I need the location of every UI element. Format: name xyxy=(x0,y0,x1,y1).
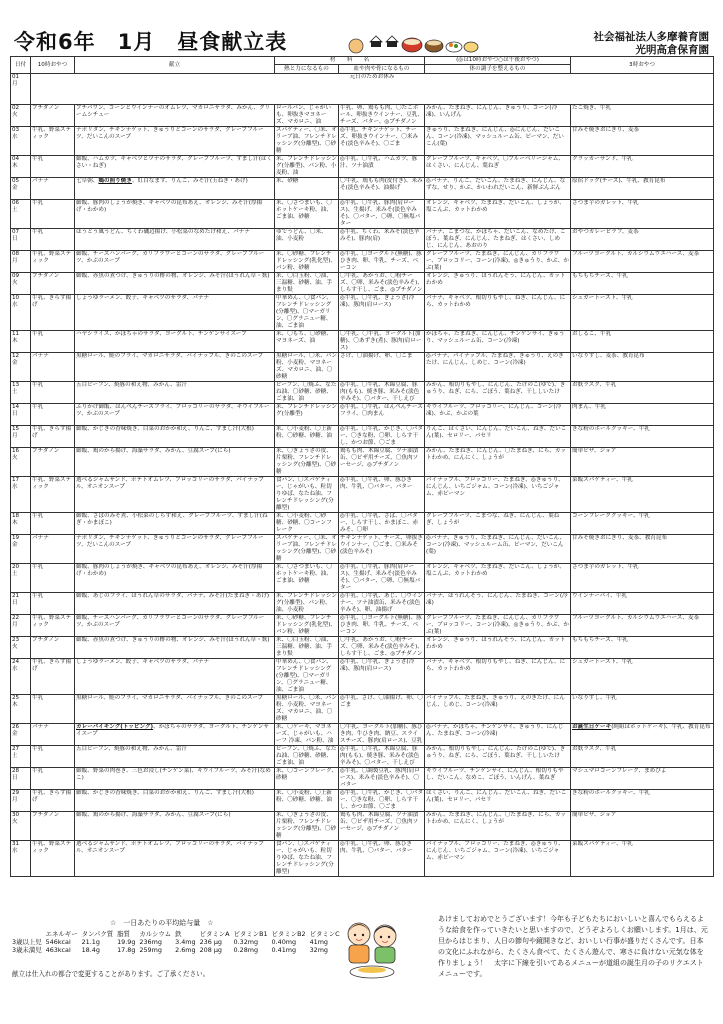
row-menu: 御飯、野菜の肉巻き、三色お浸し(チンゲン菜)、キウイフルーツ、みそ汁(なめこ) xyxy=(75,768,275,790)
row-blood: 〇牛乳、鶏もも肉(皮付き)、米みそ(淡色辛みそ)、油揚げ xyxy=(339,178,425,200)
row-energy: ビーフン、〇焼ふ、なたね油、〇砂糖、砂糖、ごま油、油 xyxy=(275,746,339,768)
row-date: 30 火 xyxy=(11,812,31,841)
row-pm: クラッカーサンド、牛乳 xyxy=(571,156,714,178)
row-am: 牛乳、きらず揚げ xyxy=(31,426,75,448)
col-pm-snack: 3時おやつ xyxy=(571,57,714,74)
row-am: 牛乳 xyxy=(31,513,75,535)
row-pm: 原宿ドッグ(チーズ)、牛乳、教育昆布 xyxy=(571,178,714,200)
nutrition-row xyxy=(12,930,344,938)
row-date: 22 月 xyxy=(11,615,31,637)
row-energy: 米、フレンチドレッシング(分離型)、パン粉、小麦粉、油 xyxy=(276,156,337,176)
nutrition-cell: 463kcal xyxy=(45,946,71,954)
row-menu: ナポリタン、チキンナゲット、きゅうりとコーンのサラダ、グレープフルーツ、だいこんのスープ xyxy=(75,535,275,564)
nutrition-cell: 41mg xyxy=(309,938,328,946)
row-menu: ナポリタン、チキンナゲット、きゅうりとコーンのサラダ、グレープフルーツ、だいこんのスープ xyxy=(75,127,275,156)
menu-row xyxy=(11,746,714,768)
row-pm: もちもちチーズ、牛乳 xyxy=(571,637,714,659)
row-am: 牛乳 xyxy=(31,593,75,615)
row-menu: 御飯、チーズハンバーグ、カリフラワーとコーンのサラダ、グレープフルーツ、かぶのスープ xyxy=(75,251,275,273)
page-header xyxy=(0,0,723,58)
row-am: 牛乳 xyxy=(31,229,75,251)
row-pm: 簡単ピザ、ジョア xyxy=(571,448,714,477)
row-menu: 御飯、鶏のから揚げ、海藻サラダ、みかん、豆腐スープ(にら) xyxy=(75,448,275,477)
row-energy: 米、〇白玉粉、〇油、三温糖、砂糖、油、手まり麩 xyxy=(275,273,339,295)
row-energy: 米、〇さつまいも、〇ホットケーキ粉、油、ごま油、砂糖 xyxy=(275,564,339,593)
row-date: 28 日 xyxy=(11,768,31,790)
row-date: 14 日 xyxy=(11,404,31,426)
row-blood: ◎牛乳、〇牛乳、ぎょうざ(冷凍)、豚肉(肩ロース) xyxy=(339,295,425,331)
menu-row xyxy=(11,535,714,564)
row-menu: ほうとう風うどん、ちくわ磯辺揚げ、小松菜のなめたけ和え、バナナ xyxy=(75,229,275,251)
menu-row xyxy=(11,768,714,790)
row-body: グレープフルーツ、たまねぎ、にんじん、カリフラワー、ブロッコリー、コーン(冷凍)、◎きゅうり、かぶ、かぶ(葉) xyxy=(426,615,569,635)
nutrition-cell: エネルギー xyxy=(45,930,78,938)
nutrition-cell: 32mg xyxy=(309,946,328,954)
row-am: 牛乳、野菜スティック xyxy=(31,251,75,273)
row-energy: 米、〇小麦粉、〇上新粉、〇砂糖、砂糖、油 xyxy=(275,790,339,812)
row-body: きゅうり、たまねぎ、にんじん、◎にんじん、だいこん、コーン(冷凍)、マッシュルーム缶、ピーマン、だいこん(葉) xyxy=(425,127,571,156)
row-body: はくさい、りんご、にんじん、だいこん、ねぎ、だいこん(葉)、セロリー、パセリ xyxy=(425,790,571,812)
row-energy: 米、〇ぎょうざの皮、片栗粉、フレンチドレッシング(分離型)、〇砂糖 xyxy=(275,812,339,841)
row-date: 15 月 xyxy=(11,426,31,448)
nutrition-cell: 17.8g xyxy=(117,946,136,954)
col-ingredients: 材 料 名 xyxy=(275,57,425,65)
row-date: 20 土 xyxy=(11,564,31,593)
col-menu: 献立 xyxy=(75,57,275,74)
row-blood: ◎牛乳、〇牛乳、かじき、〇バター、〇きな粉、〇卵、しらす干し、かつお節、〇ごま xyxy=(340,426,423,446)
row-blood: ◎牛乳、〇牛乳、ぎょうざ(冷凍)、豚肉(肩ロース) xyxy=(339,659,425,695)
row-date: 13 土 xyxy=(11,382,31,404)
row-blood: ◎牛乳、〇牛乳、さば、〇バター、しらす干し、かまぼこ、赤みそ、〇卵 xyxy=(339,513,425,535)
row-blood: ◎牛乳、〇ヨーグルト(無糖)、豚ひき肉、卵、牛乳、チーズ、ベーコン xyxy=(339,251,425,273)
row-pm: さつま芋のガレット、牛乳 xyxy=(571,564,714,593)
row-pm: 甘みそ焼きおにぎり、麦茶 xyxy=(571,127,714,156)
row-pm: 甘みそ焼きおにぎり、麦茶、教育昆布 xyxy=(571,535,714,564)
row-pm: 簡単ピザ、ジョア xyxy=(571,812,714,841)
row-body: キウイフルーツ、ブロッコリー、にんじん、コーン(冷凍)、かぶ、かぶの葉 xyxy=(425,404,571,426)
menu-row xyxy=(11,659,714,695)
row-date: 03 水 xyxy=(11,127,31,156)
row-body: ◎バナナ、パイナップル、たまねぎ、きゅうり、えのきたけ、にんじん、しめじ、コーン(冷凍) xyxy=(425,353,571,382)
row-blood: ◎牛乳、〇牛乳、卵、豚ひき肉、牛乳、〇バター、バター xyxy=(339,841,425,877)
col-date: 日付 xyxy=(11,57,31,74)
menu-row xyxy=(11,448,714,477)
row-am: バナナ xyxy=(31,724,75,746)
menu-row xyxy=(11,156,714,178)
row-am: 牛乳 xyxy=(31,768,75,790)
row-blood: 〇牛乳、あかうお、〇粉チーズ、〇卵、米みそ(淡色辛みそ)、しらす干し、ごま、◎プチダノン xyxy=(340,273,423,293)
row-pm: さつま芋のガレット、牛乳 xyxy=(571,200,714,229)
row-pm: きな粉のボールクッキー、牛乳 xyxy=(571,790,714,812)
row-menu: 黒糖ロール、鮭のフライ、マカロニサラダ、パイナップル、きのこのスープ xyxy=(75,353,275,382)
row-menu: プチパワン、コーンとウインナーのオムレツ、マカロニサラダ、みかん、クリームシチュー xyxy=(75,105,275,127)
row-body: みかん、根切りもやし、にんじん、たけのこ(ゆで)、きゅうり、ねぎ、にら、ごぼう、葉ねぎ、干ししいたけ xyxy=(425,746,571,768)
row-date: 09 火 xyxy=(11,273,31,295)
table-header-row xyxy=(11,57,714,65)
row-am: バナナ xyxy=(31,178,75,200)
row-body: みかん、たまねぎ、にんじん、きゅうり、コーン(冷凍)、いんげん xyxy=(425,105,571,127)
row-energy: 食パン、〇スパゲティー、じゃがいも、粒切りゆば、なたね油、フレンチドレッシング(分離型) xyxy=(275,477,339,513)
row-menu: 五目ビーフン、焼豚の和え物、みかん、雷汁 xyxy=(75,382,275,404)
nutrition-cell: 0.32mg xyxy=(233,938,259,946)
col-group-energy: 熱と力になるもの xyxy=(275,65,339,74)
menu-row xyxy=(11,127,714,156)
page-title: 令和6年 1月 昼食献立表 xyxy=(14,30,288,54)
nutrition-cell: 208 μg xyxy=(199,946,222,954)
row-menu: 御飯、あじのフライ、ほうれん草のサラダ、バナナ、みそ汁(たまねぎ・あげ) xyxy=(75,593,275,615)
row-menu: しょうゆラーメン、餃子、キャベツのサラダ、バナナ xyxy=(75,295,275,331)
row-pm: いなりずし、牛乳 xyxy=(571,695,714,724)
row-am: プチダノン xyxy=(31,812,75,841)
row-body: グレープフルーツ、たまねぎ、にんじん、カリフラワー、ブロッコリー、コーン(冷凍)、◎きゅうり、かぶ、かぶ(葉) xyxy=(426,251,569,271)
row-blood: 鶏もも肉、木綿豆腐、ツナ油漬缶、〇ピザ用チーズ、〇魚肉ソーセージ、◎プチダノン xyxy=(339,812,425,841)
row-pm: お誕生日ケーキ(純組はホットケーキ)、牛乳、教育昆布 xyxy=(571,724,714,746)
menu-row xyxy=(11,564,714,593)
row-date: 29 月 xyxy=(11,790,31,812)
row-date: 27 土 xyxy=(11,746,31,768)
row-body: オレンジ、きゅうり、ほうれんそう、にんじん、カットわかめ xyxy=(425,637,571,659)
row-menu: 黒糖ロール、鮭のフライ、マカロニサラダ、パイナップル、きのこのスープ xyxy=(75,695,275,724)
row-energy: 米、〇砂糖、フレンチドレッシング(乳化型)、パン粉、砂糖 xyxy=(275,251,339,273)
row-body: オレンジ、きゅうり、ほうれんそう、にんじん、カットわかめ xyxy=(425,273,571,295)
nutrition-cell: 18.4g xyxy=(81,946,100,954)
menu-row xyxy=(11,229,714,251)
row-body: かぼちゃ、たまねぎ、にんじん、チンゲンサイ、きゅうり、マッシュルーム缶、コーン(冷凍) xyxy=(425,331,571,353)
row-date: 08 月 xyxy=(11,251,31,273)
row-am: 牛乳、野菜スティック xyxy=(31,477,75,513)
nutrition-cell: 脂質 xyxy=(117,930,130,938)
menu-row xyxy=(11,812,714,841)
row-menu: 御飯、豚肉のしょうが焼き、キャベツの昆布あえ、オレンジ、みそ汁(厚揚げ・わかめ) xyxy=(75,564,275,593)
row-energy: 米、〇ケーキ、マヨネーズ、じゃがいも、ハーフ 冷凍、パン粉、油 xyxy=(275,724,339,746)
row-menu: 御飯、赤魚の煮つけ、きゅうりの酢の物、オレンジ、みそ汁(ほうれん草・麩) xyxy=(75,273,275,295)
nutrition-cell: 2.6mg xyxy=(175,946,196,954)
nutrition-cell: 3歳未満児 xyxy=(12,946,42,954)
row-blood: 牛乳、卵、鶏もも肉、〇たこボール、卵抜きウインナー、豆乳、チーズ、バター、◎プチダノン xyxy=(340,105,423,125)
row-menu: 選べるジャムサンド、ポテトオムレツ、ブロッコリーのサラダ、パイナップル、オニオンスープ xyxy=(75,841,275,877)
row-am: バナナ xyxy=(31,535,75,564)
row-blood: チキンナゲット、チーズ、卵抜きウインナー、〇ごま、〇米みそ(淡色辛みそ) xyxy=(339,535,425,564)
row-blood: ◎牛乳、チキンナゲット、チーズ、卵抜きウインナー、〇米みそ(淡色辛みそ)、〇ごま xyxy=(339,127,425,156)
row-am: 牛乳 xyxy=(31,695,75,724)
row-am: 牛乳、きらず揚げ xyxy=(31,295,75,331)
row-menu: 御飯、チーズハンバーグ、カリフラワーとコーンのサラダ、グレープフルーツ、かぶのスープ xyxy=(75,615,275,637)
menu-row xyxy=(11,615,714,637)
row-blood: ◎牛乳、〇牛乳、かじき、〇バター、〇きな粉、〇卵、しらす干し、かつお節、〇ごま xyxy=(340,790,423,810)
row-menu: 御飯、ハムカツ、キャベツとツナのサラダ、グレープフルーツ、すまし汁(はくさい・ねぎ) xyxy=(75,156,275,178)
row-blood: ◎牛乳、〇牛乳、豚肉(肩ロース)、生揚げ、米みそ(淡色辛みそ)、〇バター、〇卵、〇無塩バター xyxy=(339,200,425,229)
row-pm: もちもちチーズ、牛乳 xyxy=(571,273,714,295)
row-am: 牛乳 xyxy=(31,331,75,353)
row-blood: ◎牛乳、〇牛乳、木綿豆腐、豚肉(もも)、焼き豚、米みそ(淡色辛みそ)、〇バター、干しえび xyxy=(339,382,425,404)
row-blood: 鶏もも肉、木綿豆腐、ツナ油漬缶、〇ピザ用チーズ、〇魚肉ソーセージ、◎プチダノン xyxy=(339,448,425,477)
row-body: グレープフルーツ、こまつな、ねぎ、にんじん、葉ねぎ、しょうが xyxy=(425,513,571,535)
menu-row xyxy=(11,295,714,331)
menu-row xyxy=(11,513,714,535)
row-am: 牛乳 xyxy=(31,404,75,426)
row-blood: さけ、〇油揚げ、卵、〇ごま xyxy=(339,353,425,382)
nutrition-cell: 21.1g xyxy=(81,938,100,946)
row-energy: ビーフン、〇焼ふ、なたね油、〇砂糖、砂糖、ごま油、油 xyxy=(275,382,339,404)
row-menu: 七草粥、鶏の照り焼き、紅白なます、りんご、みそ汁(玉ねぎ・あげ) xyxy=(75,178,275,200)
menu-row xyxy=(11,426,714,448)
row-body: オレンジ、キャベツ、たまねぎ、だいこん、しょうが、塩こんぶ、カットわかめ xyxy=(425,200,571,229)
row-menu: ふりかけ御飯、はんぺんチーズフライ、ブロッコリーのサラダ、キウイフルーツ、かぶのスープ xyxy=(75,404,275,426)
nutrition-cell: ビタミンA xyxy=(199,930,230,938)
food-illustration xyxy=(348,32,480,56)
change-note: 献立は仕入れの都合で変更することがあります。ご了承ください。 xyxy=(12,970,210,978)
row-date: 10 水 xyxy=(11,295,31,331)
row-energy: 米、砂糖 xyxy=(275,178,339,200)
menu-row xyxy=(11,724,714,746)
row-energy: 米、〇小麦粉、〇上新粉、〇砂糖、砂糖、油 xyxy=(275,426,339,448)
row-body: パイナップル、ブロッコリー、たまねぎ、◎きゅうり、にんじん、いちごジャム、コーン(冷凍)、いちごジャム、赤ピーマン xyxy=(425,477,571,513)
row-menu: 選べるジャムサンド、ポテトオムレツ、ブロッコリーのサラダ、パイナップル、オニオンスープ xyxy=(75,477,275,513)
row-body: パイナップル、たまねぎ、きゅうり、えのきたけ、にんじん、しめじ、コーン(冷凍) xyxy=(425,695,571,724)
row-date: 02 火 xyxy=(11,105,31,127)
nutrition-cell: 546kcal xyxy=(45,938,71,946)
row-blood: ◎牛乳、さけ、〇油揚げ、卵、〇ごま xyxy=(339,695,425,724)
nutrition-cell xyxy=(12,930,46,938)
row-pm: コーンフレーククッキー、牛乳 xyxy=(571,513,714,535)
row-date: 05 金 xyxy=(11,178,31,200)
menu-row xyxy=(11,105,714,127)
row-blood: ◎牛乳、〇調製豆乳、豚肉(肩ロース)、米みそ(淡色辛みそ)、〇バター xyxy=(339,768,425,790)
row-menu: 御飯、かじきの香味焼き、白菜のおかか和え、りんご、すまし汁(大根) xyxy=(75,790,275,812)
row-blood: ◎牛乳、〇ヨーグルト(無糖)、豚ひき肉、卵、牛乳、チーズ、ベーコン xyxy=(339,615,425,637)
school-name: 光明高倉保育園 xyxy=(635,44,709,56)
nutrition-cell: ビタミンB1 xyxy=(233,930,268,938)
nutrition-cell: 鉄 xyxy=(175,930,182,938)
row-energy: 米、フレンチドレッシング(分離型) xyxy=(275,404,339,426)
row-menu: 御飯、赤魚の煮つけ、きゅうりの酢の物、オレンジ、みそ汁(ほうれん草・麩) xyxy=(75,637,275,659)
nutrition-cell: 236 μg xyxy=(199,938,222,946)
nutrition-cell: 0.41mg xyxy=(271,946,297,954)
row-energy: 米、〇さつまいも、〇ホットケーキ粉、油、ごま油、砂糖 xyxy=(275,200,339,229)
row-am: 牛乳、野菜スティック xyxy=(31,615,75,637)
nutrition-cell: 0.28mg xyxy=(233,946,259,954)
nutrition-row xyxy=(12,946,344,954)
row-menu: 御飯、豚肉のしょうが焼き、キャベツの昆布あえ、オレンジ、みそ汁(厚揚げ・わかめ) xyxy=(75,200,275,229)
menu-table xyxy=(10,56,714,877)
row-date: 07 日 xyxy=(11,229,31,251)
row-menu: 御飯、かじきの香味焼き、白菜のおかか和え、りんご、すまし汁(大根) xyxy=(75,426,275,448)
children-illustration xyxy=(337,914,407,982)
nutrition-cell: 0.40mg xyxy=(271,938,297,946)
row-pm: フルーツヨーグルト、カルシウムウエハース、麦茶 xyxy=(571,251,714,273)
org-name: 社会福祉法人多摩養育園 xyxy=(593,31,709,43)
row-pm: マシュマロコーンフレーク、まめぴよ xyxy=(571,768,714,790)
row-energy: 米、〇白玉粉、〇油、三温糖、砂糖、油、手まり麩 xyxy=(275,637,339,659)
row-menu: ハヤシライス、かぼちゃのサラダ、ヨーグルト、チンゲンサイスープ xyxy=(75,331,275,353)
nutrition-cell: 236mg xyxy=(139,938,162,946)
row-body: みかん、たまねぎ、にんじん、〇たまねぎ、にら、カットわかめ、にんにく、しょうが xyxy=(425,448,571,477)
nutrition-cell: 259mg xyxy=(139,946,162,954)
row-pm: いなりずし、麦茶、教育昆布 xyxy=(571,353,714,382)
row-energy: 米、〇もち、〇砂糖、マヨネーズ、油 xyxy=(275,331,339,353)
row-body: ◎バナナ、かぼちゃ、チンゲンサイ、きゅうり、にんじん、たまねぎ、コーン(冷凍) xyxy=(425,724,571,746)
row-body: バナナ、キャベツ、根切りもやし、ねぎ、にんじん、にら、カットわかめ xyxy=(425,295,571,331)
row-am: 牛乳 xyxy=(31,746,75,768)
row-body: ◎バナナ、りんご、だいこん、たまねぎ、にんじん、なずな、せり、かぶ、かいわれだいこん、新鮮ぶんぶん xyxy=(425,178,571,200)
row-energy: ロールパン、じゃがいも、卵抜きマヨネーズ、マカロニ、油 xyxy=(275,105,339,127)
row-body: ◎バナナ、きゅうり、たまねぎ、にんじん、だいこん、コーン(冷凍)、マッシュルーム缶、ピーマン、だいこん(葉) xyxy=(425,535,571,564)
row-menu: 御飯、鶏のから揚げ、海藻サラダ、みかん、豆腐スープ(にら) xyxy=(75,812,275,841)
row-blood: ◎牛乳、〇牛乳、豚肉(肩ロース)、生揚げ、米みそ(淡色辛みそ)、〇バター、〇卵、〇無塩バター xyxy=(339,564,425,593)
row-date: 17 水 xyxy=(11,477,31,513)
menu-row xyxy=(11,382,714,404)
row-am: プチダノン xyxy=(31,637,75,659)
row-menu: カレーバイキング(トッピング)、かぼちゃのサラダ、ヨーグルト、チンゲンサイスープ xyxy=(75,724,275,746)
menu-row xyxy=(11,273,714,295)
row-energy: スパゲティー、〇米、オリーブ油、フレンチドレッシング(分離型)、〇砂糖 xyxy=(276,535,337,562)
row-menu: 五目ビーフン、焼豚の和え物、みかん、雷汁 xyxy=(75,746,275,768)
row-energy: 中華めん、〇食パン、フレンチドレッシング(分離型)、〇マーガリン、〇グラニュー糖、油、ごま油 xyxy=(275,659,339,695)
monthly-message: あけましておめでとうございます！今年も子どもたちにおいしいと喜んでもらえるような給食を作っていきたいと思いますので、どうぞよろしくお願いします。1月は、元旦からはじまり、人日の節句や鏡開きなど、おいしい行事が盛りだくさんです。日本の文化にふれながら、たくさん食べて、たくさん遊んで、寒さに負けない元気な体を作りましょう！ 太字に下線を引いてあるメニューが道組の誕生月の子のリクエストメニューです。 xyxy=(438,915,708,978)
row-date: 06 土 xyxy=(11,200,31,229)
row-menu: しょうゆラーメン、餃子、キャベツのサラダ、バナナ xyxy=(75,659,275,695)
row-am: プチダノン xyxy=(31,105,75,127)
row-am: 牛乳、野菜スティック xyxy=(31,127,75,156)
row-energy: 米、〇小麦粉、〇砂糖、砂糖、〇コーンフレーク xyxy=(275,513,339,535)
row-pm: おやつカレーピラフ、麦茶 xyxy=(571,229,714,251)
row-pm: たこ焼き、牛乳 xyxy=(571,105,714,127)
menu-row xyxy=(11,331,714,353)
menu-row xyxy=(11,790,714,812)
nutrition-title: ☆ 一日あたりの平均給与量 ☆ xyxy=(110,919,214,927)
row-am: 牛乳、きらず揚げ xyxy=(31,659,75,695)
row-energy: スパゲティー、〇米、オリーブ油、フレンチドレッシング(分離型)、〇砂糖 xyxy=(276,127,337,154)
row-energy: 食パン、〇スパゲティー、じゃがいも、粒切りゆば、なたね油、フレンチドレッシング(分離型) xyxy=(275,841,339,877)
row-pm: シュガートースト、牛乳 xyxy=(571,659,714,695)
row-blood: ◎牛乳、ちくわ、米みそ(淡色辛みそ)、豚肉(肩) xyxy=(339,229,425,251)
row-blood: ◎牛乳、〇牛乳、卵、豚ひき肉、牛乳、〇バター、バター xyxy=(339,477,425,513)
footer xyxy=(0,912,723,1024)
row-energy: 米、〇ぎょうざの皮、片栗粉、フレンチドレッシング(分離型)、〇砂糖 xyxy=(275,448,339,477)
holiday-row xyxy=(11,74,714,105)
nutrition-cell: タンパク質 xyxy=(81,930,114,938)
row-blood: ◎牛乳、〇牛乳、木綿豆腐、豚肉(もも)、焼き豚、米みそ(淡色辛みそ)、〇バター、干しえび xyxy=(339,746,425,768)
row-blood: ◎牛乳、〇牛乳、はんぺんチーズフライ、〇肉まん xyxy=(339,404,425,426)
row-energy: 中華めん、〇食パン、フレンチドレッシング(分離型)、〇マーガリン、〇グラニュー糖、油、ごま油 xyxy=(275,295,339,331)
row-am: 牛乳 xyxy=(31,382,75,404)
row-am: 牛乳 xyxy=(31,564,75,593)
row-body: バナナ、キャベツ、根切りもやし、ねぎ、にんじん、にら、カットわかめ xyxy=(425,659,571,695)
row-energy: 米、〇コーンフレーク、砂糖 xyxy=(275,768,339,790)
col-ingredients-note: (◎は10時おやつ○は午後おやつ) xyxy=(425,57,571,65)
row-date: 26 金 xyxy=(11,724,31,746)
menu-row xyxy=(11,477,714,513)
row-date: 23 火 xyxy=(11,637,31,659)
menu-row xyxy=(11,251,714,273)
row-date: 19 金 xyxy=(11,535,31,564)
row-pm: 菜飯スパゲティー、牛乳 xyxy=(571,477,714,513)
holiday-text: 元日のためお休み xyxy=(31,74,714,105)
row-pm: フルーツヨーグルト、カルシウムウエハース、麦茶 xyxy=(571,615,714,637)
row-body: バナナ、こまつな、かぼちゃ、だいこん、なめたけ、ごぼう、葉ねぎ、にんじん、たまねぎ、はくさい、しめじ、にんじん、あおのり xyxy=(425,229,571,251)
nutrition-cell: 3歳以上児 xyxy=(12,938,42,946)
row-date: 18 木 xyxy=(11,513,31,535)
nutrition-row xyxy=(12,938,344,946)
row-blood: ◎牛乳、〇牛乳、あじ、〇ウインナー、ツナ油漬缶、米みそ(淡色辛みそ)、卵、油揚げ xyxy=(340,593,424,613)
row-pm: きな粉のボールクッキー、牛乳 xyxy=(571,426,714,448)
col-am-snack: 10時おやつ xyxy=(31,57,75,74)
col-group-blood: 血や肉や骨になるもの xyxy=(339,65,425,74)
menu-row xyxy=(11,695,714,724)
menu-row xyxy=(11,353,714,382)
row-body: パイナップル、ブロッコリー、たまねぎ、◎きゅうり、にんじん、いちごジャム、コーン(冷凍)、いちごジャム、赤ピーマン xyxy=(425,841,571,877)
row-energy: ゆでうどん、〇米、油、小麦粉 xyxy=(275,229,339,251)
menu-row xyxy=(11,841,714,877)
row-blood: 〇牛乳、ヨーグルト(加糖)、豚ひき肉、牛ひき肉、納豆、スライスチーズ、豚肉(肩ロース)、豆乳 xyxy=(340,724,423,744)
row-date: 21 日 xyxy=(11,593,31,615)
row-pm: ウインナーパイ、牛乳 xyxy=(571,593,714,615)
row-body: みかん、たまねぎ、にんじん、〇たまねぎ、にら、カットわかめ、にんにく、しょうが xyxy=(425,812,571,841)
nutrition-table xyxy=(12,930,344,954)
col-group-body: 体の調子を整えるもの xyxy=(425,65,571,74)
nutrition-cell: ビタミンC xyxy=(309,930,340,938)
row-blood: 〇牛乳、あかうお、〇粉チーズ、〇卵、米みそ(淡色辛みそ)、しらす干し、ごま、◎プチダノン xyxy=(340,637,423,657)
row-pm: お麩ラスク、牛乳 xyxy=(571,746,714,768)
row-energy: 黒糖ロール、〇米、パン粉、小麦粉、マヨネーズ、マカロニ、油、〇砂糖 xyxy=(276,695,337,722)
row-body: りんご、はくさい、にんじん、だいこん、ねぎ、だいこん(葉)、セロリー、パセリ xyxy=(425,426,571,448)
row-energy: 米、〇砂糖、フレンチドレッシング(乳化型)、パン粉、砂糖 xyxy=(275,615,339,637)
row-date: 24 水 xyxy=(11,659,31,695)
holiday-date: 01 月 xyxy=(11,74,31,105)
row-body: オレンジ、キャベツ、たまねぎ、だいこん、しょうが、塩こんぶ、カットわかめ xyxy=(425,564,571,593)
row-am: プチダノン xyxy=(31,273,75,295)
row-body: グレープフルーツ、キャベツ、〇ブルーベリージャム、はくさい、にんじん、葉ねぎ xyxy=(425,156,571,178)
row-energy: 米、フレンチドレッシング(分離型)、パン粉、油、小麦粉 xyxy=(276,593,337,613)
menu-row xyxy=(11,593,714,615)
row-pm: シュガートースト、牛乳 xyxy=(571,295,714,331)
menu-row xyxy=(11,637,714,659)
row-body: バナナ、ほうれんそう、にんじん、たまねぎ、コーン(冷凍) xyxy=(425,593,571,615)
row-date: 31 水 xyxy=(11,841,31,877)
row-energy: 黒糖ロール、〇米、パン粉、小麦粉、マヨネーズ、マカロニ、油、〇砂糖 xyxy=(276,353,337,380)
menu-row xyxy=(11,200,714,229)
row-date: 16 火 xyxy=(11,448,31,477)
row-blood: 〇牛乳、〇牛乳、ヨーグルト(加糖)、〇あずき(煮)、豚肉(肩ロース) xyxy=(339,331,425,353)
row-body: みかん、根切りもやし、にんじん、たけのこ(ゆで)、きゅうり、ねぎ、にら、ごぼう、葉ねぎ、干ししいたけ xyxy=(425,382,571,404)
nutrition-cell: ビタミンB2 xyxy=(271,930,306,938)
row-am: バナナ xyxy=(31,353,75,382)
row-date: 11 木 xyxy=(11,331,31,353)
menu-row xyxy=(11,178,714,200)
row-menu: 御飯、さばのみそ煮、小松菜のしらす和え、グレープフルーツ、すまし汁(ねぎ・かまぼこ) xyxy=(75,513,275,535)
row-pm: 肉まん、牛乳 xyxy=(571,404,714,426)
row-blood: ◎牛乳、〇牛乳、ハムカツ、豚汁、ツナ油漬 xyxy=(339,156,425,178)
menu-row xyxy=(11,404,714,426)
row-date: 04 木 xyxy=(11,156,31,178)
row-am: 牛乳 xyxy=(31,156,75,178)
nutrition-cell: カルシウム xyxy=(139,930,172,938)
row-am: 牛乳、きらず揚げ xyxy=(31,790,75,812)
row-pm: 菜飯スパゲティー、牛乳 xyxy=(571,841,714,877)
row-date: 12 金 xyxy=(11,353,31,382)
nutrition-cell: 3.4mg xyxy=(175,938,196,946)
row-pm: おしるこ、牛乳 xyxy=(571,331,714,353)
row-am: 牛乳 xyxy=(31,200,75,229)
row-pm: お麩ラスク、牛乳 xyxy=(571,382,714,404)
nutrition-cell: 19.9g xyxy=(117,938,136,946)
row-am: 牛乳、野菜スティック xyxy=(31,841,75,877)
organization xyxy=(594,31,710,57)
row-date: 25 木 xyxy=(11,695,31,724)
row-body: キウイフルーツ、チンゲンサイ、にんじん、根切りもやし、だいこん、なめこ、ごぼう、いんげん、葉ねぎ xyxy=(425,768,571,790)
row-am: プチダノン xyxy=(31,448,75,477)
